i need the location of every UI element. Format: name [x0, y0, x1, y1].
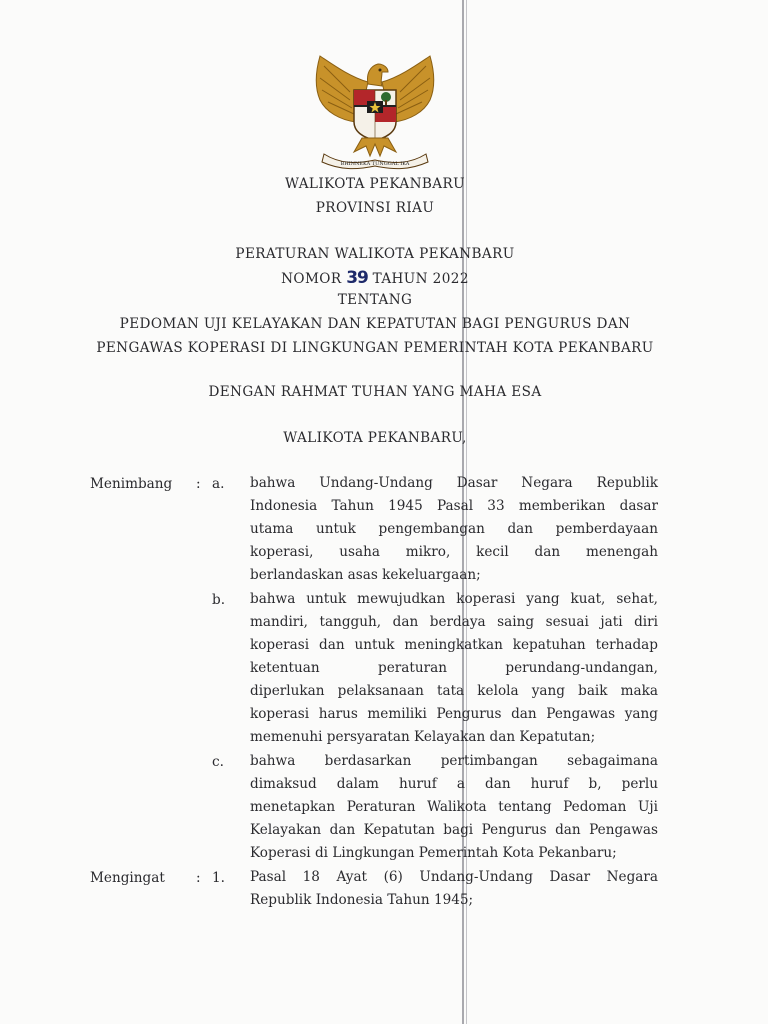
text-line: bahwa untuk mewujudkan koperasi yang kuat, sehat, — [250, 591, 658, 607]
regulation-subject-line-1: PEDOMAN UJI KELAYAKAN DAN KEPATUTAN BAGI PENGURUS DAN — [119, 316, 631, 332]
authority-line: WALIKOTA PEKANBARU, — [283, 430, 467, 446]
text-line: Indonesia Tahun 1945 Pasal 33 memberikan dasar — [250, 498, 658, 514]
handwritten-number: 39 — [346, 268, 368, 288]
mengingat-colon: : — [196, 870, 201, 886]
text-line: Republik Indonesia Tahun 1945; — [250, 892, 474, 908]
text-line: berlandaskan asas kekeluargaan; — [250, 567, 481, 583]
mengingat-label: Mengingat — [90, 870, 165, 886]
emblem-motto: BHINNEKA TUNGGAL IKA — [340, 161, 410, 167]
menimbang-colon: : — [196, 476, 201, 492]
menimbang-item-a — [250, 472, 658, 587]
number-prefix: NOMOR — [281, 271, 342, 287]
text-line: dimaksud dalam huruf a dan huruf b, perlu — [250, 776, 658, 792]
text-line: koperasi, usaha mikro, kecil dan menengah — [250, 544, 658, 560]
text-line: Koperasi di Lingkungan Pemerintah Kota Pekanbaru; — [250, 845, 617, 861]
text-line: menetapkan Peraturan Walikota tentang Pedoman Uji — [250, 799, 658, 815]
text-line: utama untuk pengembangan dan pemberdayaan — [250, 521, 658, 537]
text-line: Kelayakan dan Kepatutan bagi Pengurus dan Pengawas — [250, 822, 658, 838]
text-line: koperasi harus memiliki Pengurus dan Pengawas yang — [250, 706, 658, 722]
mengingat-item-1 — [250, 866, 658, 912]
regulation-number — [0, 268, 750, 288]
text-line: mandiri, tangguh, dan berdaya saing sesuai jati diri — [250, 614, 658, 630]
item-mark-1: 1. — [212, 870, 225, 886]
text-line: bahwa Undang-Undang Dasar Negara Republik — [250, 475, 658, 491]
item-mark-a: a. — [212, 476, 225, 492]
text-line: koperasi dan untuk meningkatkan kepatuhan terhadap — [250, 637, 658, 653]
menimbang-item-c — [250, 750, 658, 865]
text-line: memenuhi persyaratan Kelayakan dan Kepatutan; — [250, 729, 596, 745]
text-line: bahwa berdasarkan pertimbangan sebagaimana — [250, 753, 658, 769]
menimbang-item-b — [250, 588, 658, 749]
number-year: TAHUN 2022 — [372, 271, 469, 287]
text-line: Pasal 18 Ayat (6) Undang-Undang Dasar Negara — [250, 869, 658, 885]
text-line: diperlukan pelaksanaan tata kelola yang baik maka — [250, 683, 658, 699]
regulation-subject-line-2: PENGAWAS KOPERASI DI LINGKUNGAN PEMERINTAH KOTA PEKANBARU — [96, 340, 654, 356]
issuer-province: PROVINSI RIAU — [315, 200, 435, 216]
text-line: ketentuan peraturan perundang-undangan, — [250, 660, 658, 676]
menimbang-label: Menimbang — [90, 476, 173, 492]
regulation-title: PERATURAN WALIKOTA PEKANBARU — [235, 246, 515, 262]
item-mark-b: b. — [212, 592, 226, 608]
garuda-emblem-icon — [310, 52, 440, 170]
issuer-office: WALIKOTA PEKANBARU — [285, 176, 465, 192]
regulation-about: TENTANG — [337, 292, 413, 308]
item-mark-c: c. — [212, 754, 224, 770]
blessing-line: DENGAN RAHMAT TUHAN YANG MAHA ESA — [208, 384, 542, 400]
